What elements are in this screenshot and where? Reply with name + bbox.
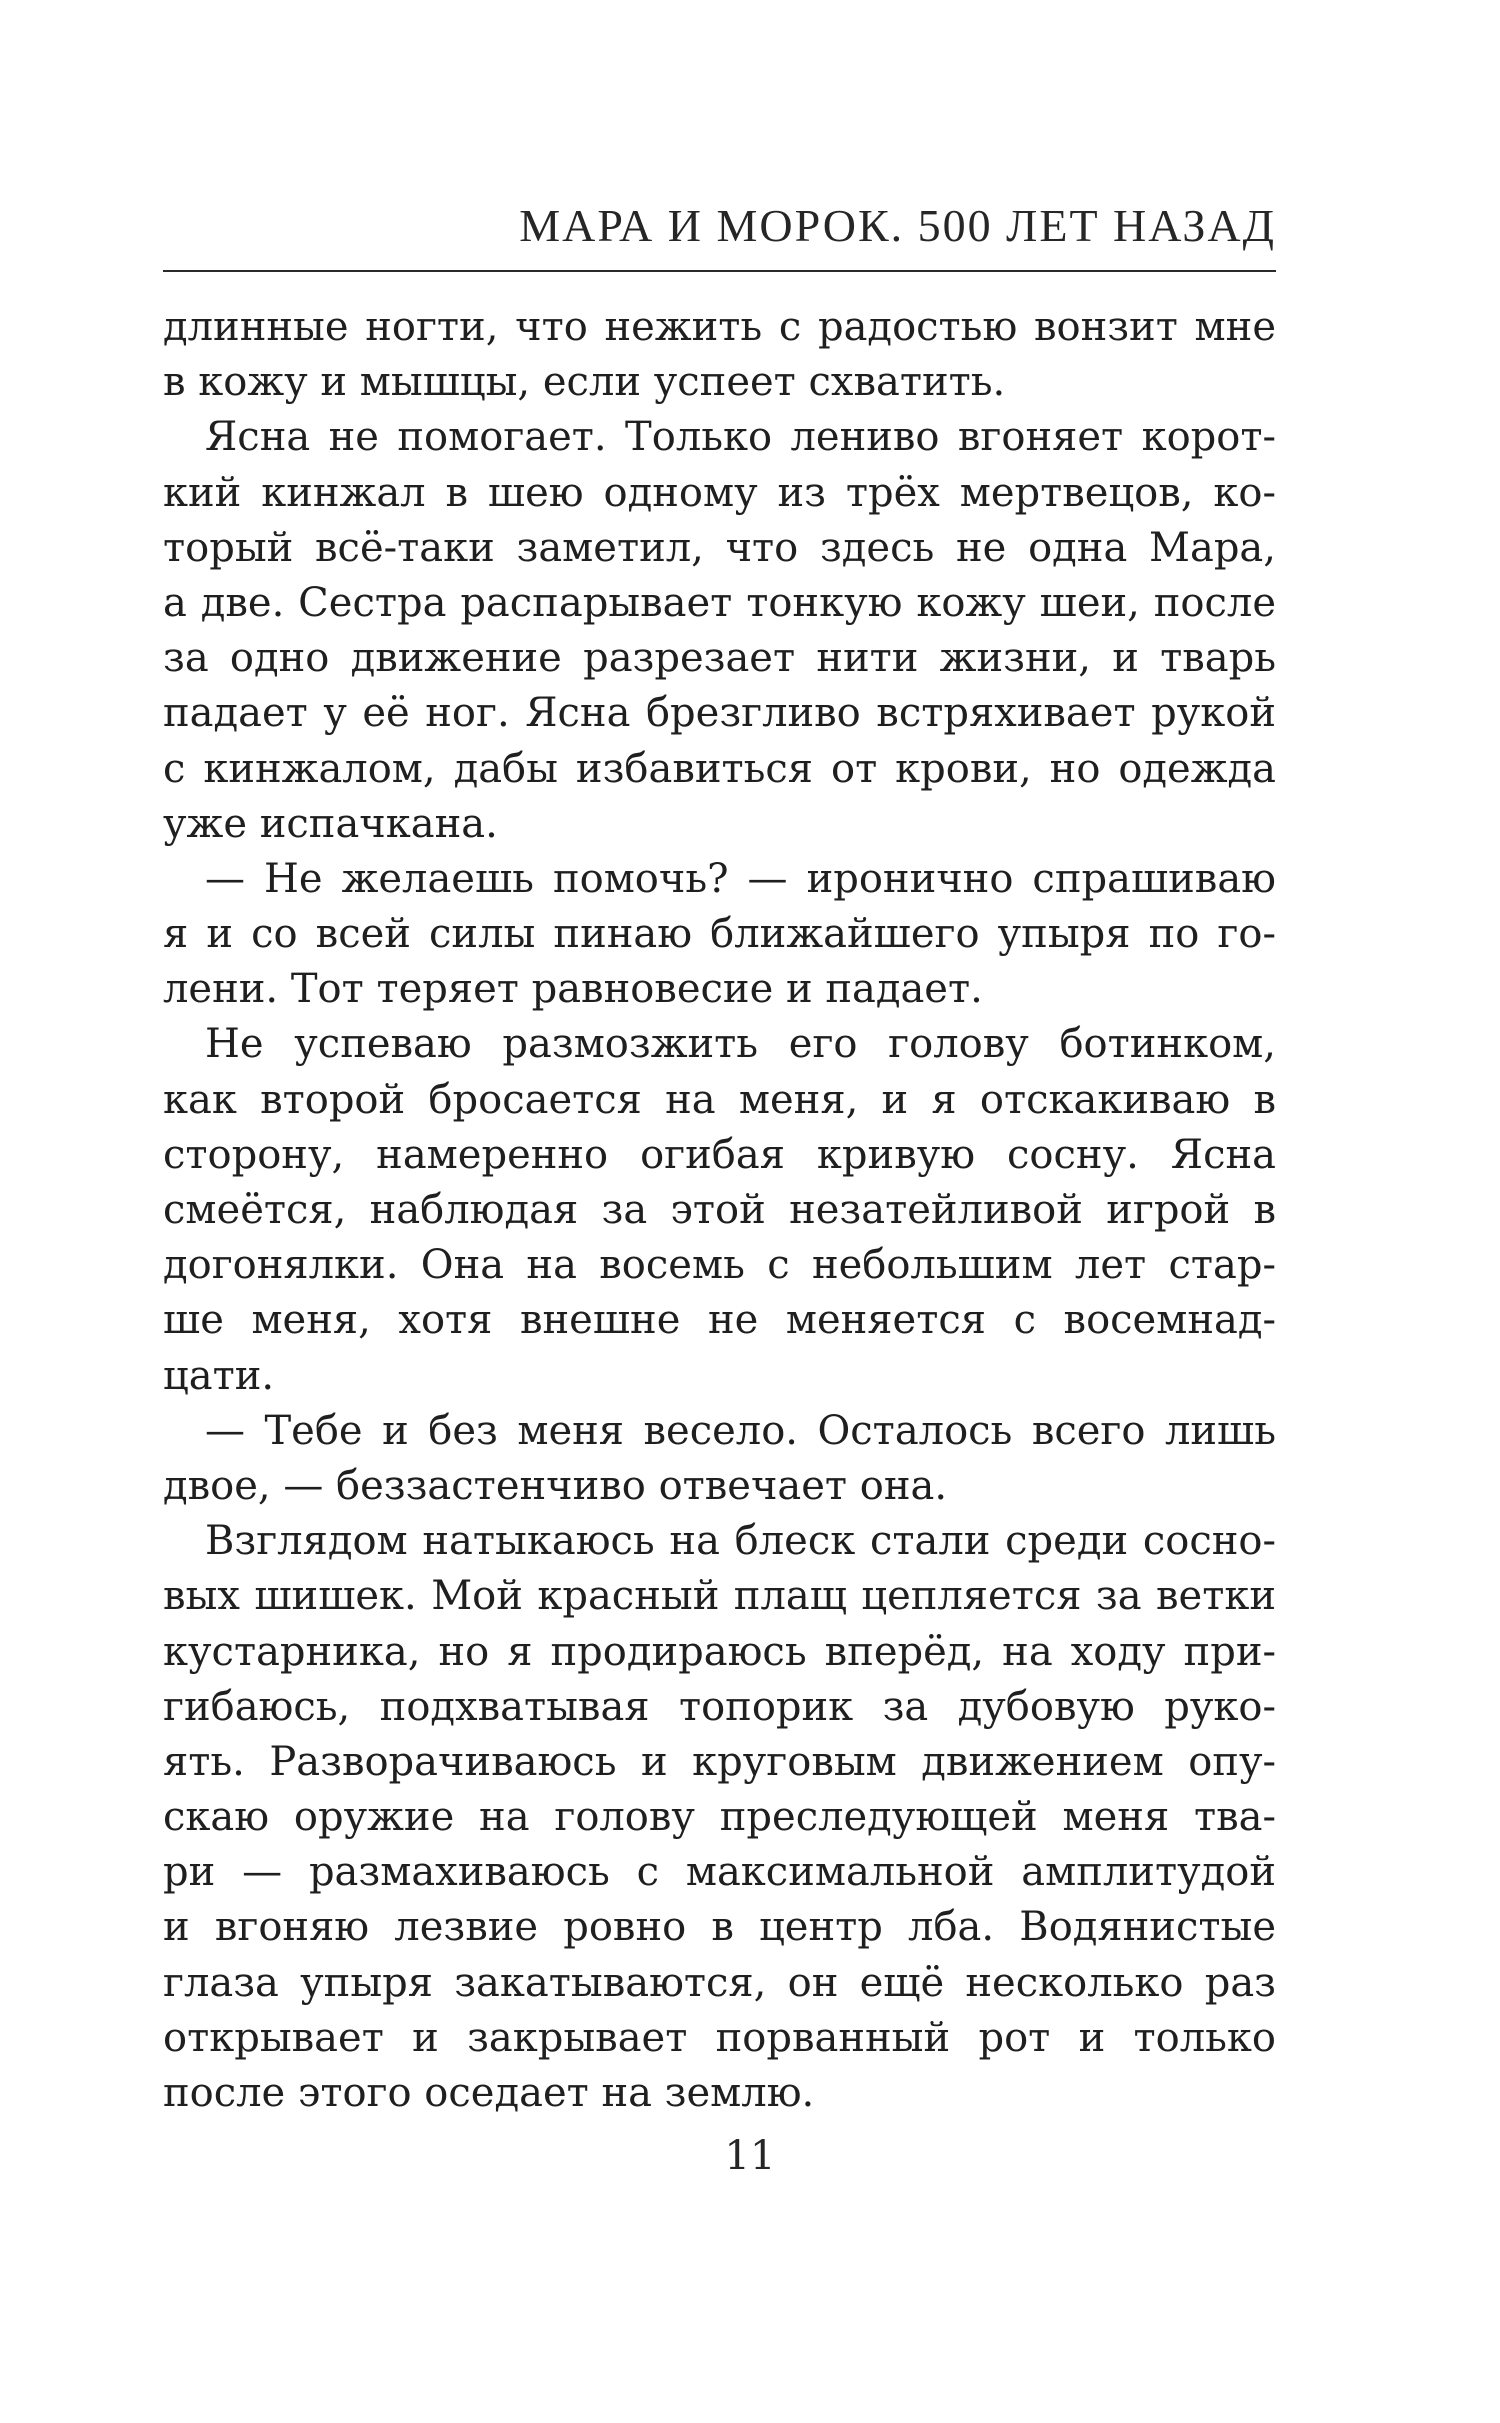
text-line: длинные ногти, что нежить с радостью вонзит мне: [163, 304, 1276, 350]
text-line: — Тебе и без меня весело. Осталось всего лишь: [205, 1407, 1276, 1454]
text-line: уже испачкана.: [163, 800, 498, 847]
text-line: как второй бросается на меня, и я отскакиваю в: [163, 1076, 1276, 1123]
text-line: догонялки. Она на восемь с небольшим лет стар-: [163, 1242, 1276, 1289]
text-line: смеётся, наблюдая за этой незатейливой игрой в: [163, 1187, 1276, 1233]
body-text: [163, 300, 1276, 2121]
text-line: ше меня, хотя внешне не меняется с восемнад-: [163, 1297, 1276, 1344]
running-header-title: МАРА И МОРОК. 500 ЛЕТ НАЗАД: [519, 200, 1276, 251]
text-line: за одно движение разрезает нити жизни, и тварь: [163, 635, 1276, 682]
text-line: лени. Тот теряет равновесие и падает.: [163, 966, 983, 1013]
text-line: ять. Разворачиваюсь и круговым движением опу-: [163, 1738, 1276, 1785]
text-line: сторону, намеренно огибая кривую сосну. Ясна: [163, 1131, 1276, 1178]
text-line: в кожу и мышцы, если успеет схватить.: [163, 359, 1006, 406]
text-line: — Не желаешь помочь? — иронично спрашиваю: [205, 855, 1276, 902]
text-line: цати.: [163, 1352, 275, 1399]
text-line: открывает и закрывает порванный рот и только: [163, 2014, 1276, 2061]
text-line: скаю оружие на голову преследующей меня тва-: [163, 1794, 1276, 1841]
text-line: а две. Сестра распарывает тонкую кожу шеи, после: [163, 579, 1276, 626]
text-line: я и со всей силы пинаю ближайшего упыря по го-: [163, 911, 1276, 958]
text-line: Взглядом натыкаюсь на блеск стали среди сосно-: [205, 1518, 1276, 1565]
text-line: Не успеваю размозжить его голову ботинком,: [205, 1021, 1276, 1068]
header-rule: [163, 270, 1276, 272]
text-line: с кинжалом, дабы избавиться от крови, но одежда: [163, 745, 1276, 792]
text-line: вых шишек. Мой красный плащ цепляется за ветки: [163, 1573, 1276, 1620]
text-line: Ясна не помогает. Только лениво вгоняет корот-: [205, 414, 1276, 461]
page-number: 11: [724, 2133, 776, 2179]
text-line: торый всё-таки заметил, что здесь не одна Мара,: [163, 524, 1276, 571]
text-line: двое, — беззастенчиво отвечает она.: [163, 1462, 948, 1509]
text-line: падает у её ног. Ясна брезгливо встряхивает рукой: [163, 690, 1276, 737]
text-line: гибаюсь, подхватывая топорик за дубовую руко-: [163, 1683, 1276, 1730]
text-line: кий кинжал в шею одному из трёх мертвецов, ко-: [163, 469, 1276, 516]
text-line: кустарника, но я продираюсь вперёд, на ходу при-: [163, 1628, 1276, 1675]
text-line: и вгоняю лезвие ровно в центр лба. Водянистые: [163, 1904, 1276, 1951]
text-line: ри — размахиваюсь с максимальной амплитудой: [163, 1849, 1276, 1896]
text-line: после этого оседает на землю.: [163, 2070, 815, 2116]
text-line: глаза упыря закатываются, он ещё несколько раз: [163, 1959, 1276, 2006]
